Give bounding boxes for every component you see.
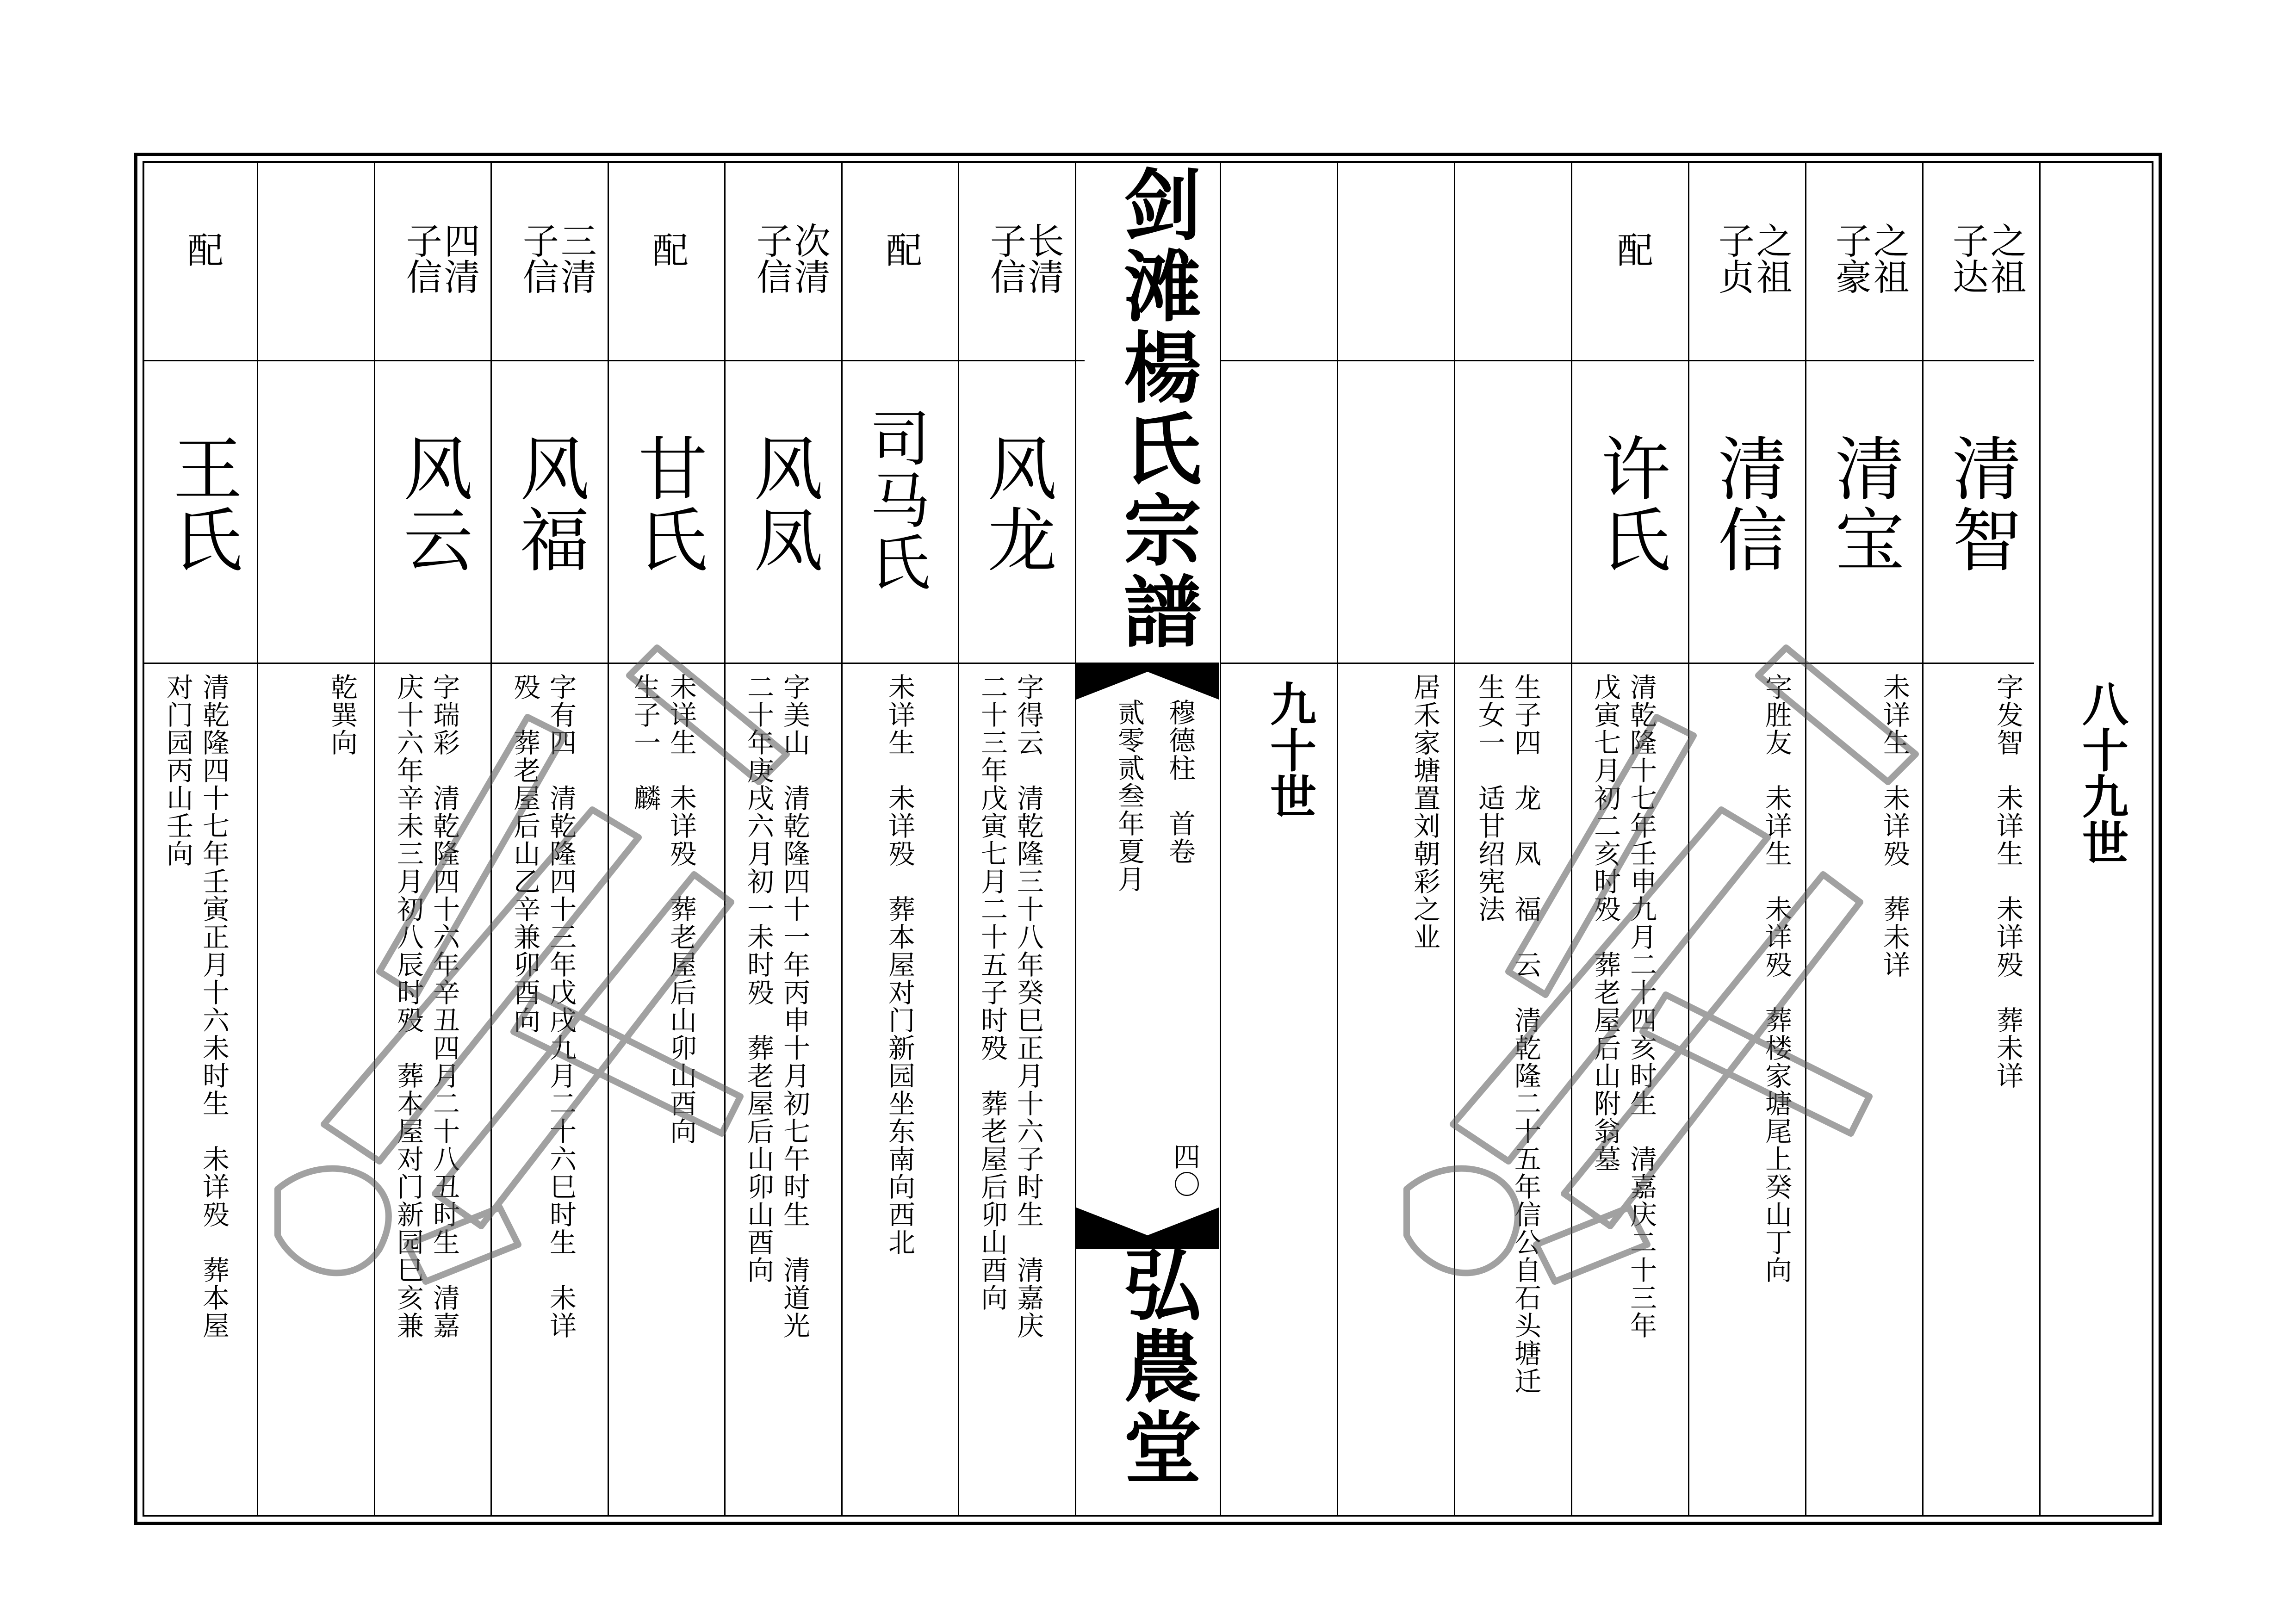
relation-label: 配 [646, 231, 688, 267]
relation-label: 长清 子信 [984, 222, 1064, 294]
spine-right-edge [1220, 162, 1221, 1516]
spine-left-edge [1075, 162, 1076, 1516]
watermark-stamp-right [1370, 578, 1971, 1319]
watermark-stamp-left [241, 578, 842, 1319]
biography: 清乾隆十七年壬申九月二十四亥时生 清嘉庆二十三年 戊寅七月初二亥时殁 葬老屋后山附翁墓 [1589, 673, 1657, 1339]
relation-label: 四清 子信 [400, 222, 480, 294]
spine-compiler [1161, 699, 1198, 865]
volume-label: 首卷 [1164, 810, 1196, 865]
biography: 未详生 未详殁 葬本屋对门新园坐东南向西北 [884, 673, 915, 1256]
hall-name: 弘農堂 [1111, 1245, 1203, 1489]
spine-page-number: 四〇 [1169, 1143, 1200, 1198]
relation-label: 三清 子信 [516, 222, 596, 294]
relation-label: 之祖 子达 [1946, 222, 2026, 294]
relation-label: 配 [181, 231, 223, 267]
biography-continued: 乾巽向 [326, 673, 358, 756]
generation-label-left: 九十世 [1262, 680, 1317, 819]
spine-date: 贰零贰叁年夏月 [1113, 699, 1145, 893]
person-name: 风凤 [742, 433, 822, 575]
children-note: 生子四 龙 凤 福 云 清乾隆二十五年信公自石头塘迁 生女一 适甘绍宪法 [1474, 673, 1541, 1395]
biography: 清乾隆四十七年壬寅正月十六未时生 未详殁 葬本屋 对门园丙山壬向 [162, 673, 230, 1339]
person-name: 司马氏 [860, 407, 931, 593]
biography: 未详生 未详殁 葬未详 [1879, 673, 1910, 979]
relation-label: 配 [1611, 231, 1653, 267]
person-name: 许氏 [1589, 433, 1669, 575]
spine-ribbon-bottom [1076, 1208, 1219, 1249]
residence-note: 居禾家塘置刘朝彩之业 [1409, 673, 1440, 951]
biography: 字胜友 未详生 未详殁 葬楼家塘尾上癸山丁向 [1761, 673, 1792, 1284]
person-name: 清宝 [1823, 433, 1904, 575]
biography: 字美山 清乾隆四十一年丙申十月初七午时生 清道光 二十年庚戌六月初一未时殁 葬老屋后山卯山酉向 [743, 673, 810, 1339]
biography: 字发智 未详生 未详殁 葬未详 [1992, 673, 2023, 1090]
person-name: 甘氏 [626, 433, 707, 575]
relation-label: 之祖 子贞 [1712, 222, 1792, 294]
person-name: 风云 [391, 433, 472, 575]
biography: 字有四 清乾隆四十三年戊戌九月二十六巳时生 未详 殁 葬老屋后山乙辛兼卯酉向 [509, 673, 577, 1339]
rule-relation-bottom-right [1220, 360, 2034, 361]
generation-label-right: 八十九世 [2074, 680, 2129, 865]
relation-label: 次清 子信 [750, 222, 830, 294]
biography: 字得云 清乾隆三十八年癸巳正月十六子时生 清嘉庆 二十三年戊寅七月二十五子时殁 葬老屋后卯山酉向 [976, 673, 1044, 1339]
person-name: 风福 [508, 433, 589, 575]
col-sep [1337, 162, 1338, 1516]
person-name: 王氏 [161, 433, 242, 575]
spine-ribbon-top [1076, 663, 1219, 700]
col-sep [2039, 162, 2041, 1516]
col-sep [958, 162, 959, 1516]
person-name: 清智 [1940, 433, 2021, 575]
person-name: 风龙 [975, 433, 1056, 575]
person-name: 清信 [1706, 433, 1787, 575]
rule-relation-bottom [144, 360, 1085, 361]
biography: 未详生 未详殁 葬老屋后山卯山酉向 生子一 麟 [629, 673, 697, 1145]
relation-label: 配 [880, 231, 922, 267]
biography: 字瑞彩 清乾隆四十六年辛丑四月二十八丑时生 清嘉 庆十六年辛未三月初八辰时殁 葬本屋对门新园巳亥兼 [392, 673, 460, 1339]
relation-label: 之祖 子豪 [1829, 222, 1909, 294]
genealogy-title: 剑滩楊氏宗譜 [1111, 164, 1203, 653]
compiler-name: 穆德柱 [1164, 699, 1196, 782]
